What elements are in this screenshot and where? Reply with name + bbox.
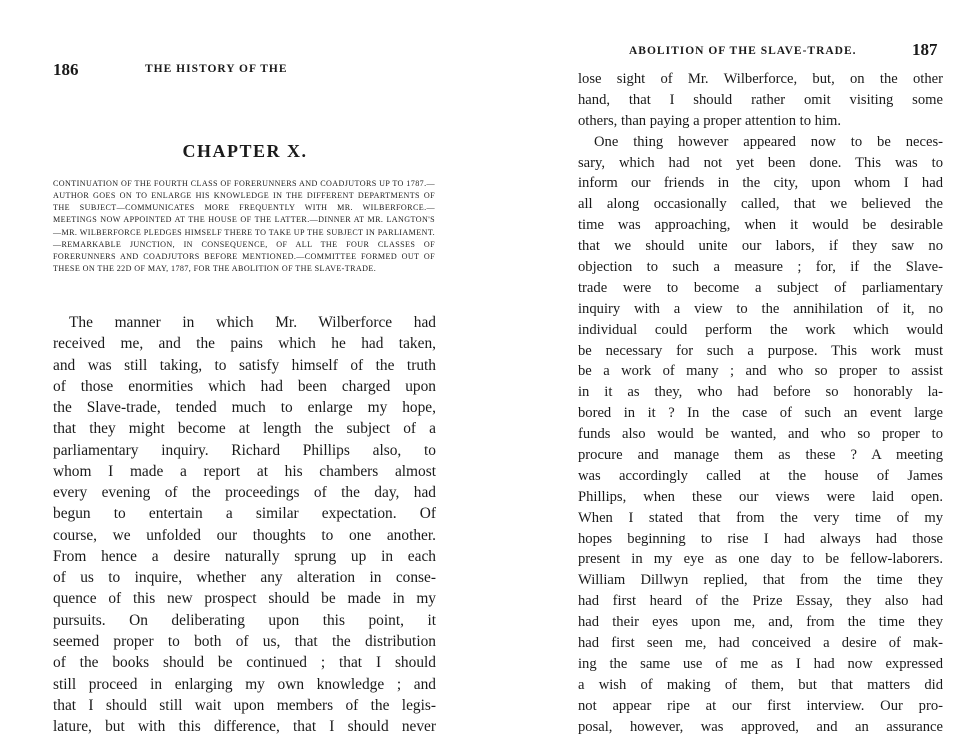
running-head-left: THE HISTORY OF THE (145, 63, 288, 75)
text-line: parliamentary inquiry. Richard Phillips also, to (53, 441, 436, 459)
chapter-title: CHAPTER X. (182, 141, 308, 161)
text-line: The manner in which Mr. Wilberforce had (69, 314, 436, 331)
text-line: still proceed in enlarging my own knowledge ; and (53, 675, 436, 693)
text-line: not appear ripe at our first interview. Our pro- (578, 697, 943, 714)
text-line: Phillips, when these our views were laid open. (578, 488, 943, 505)
text-line: all along occasionally called, that we believed the (578, 196, 943, 213)
text-line: had their eyes upon me, and, from the time they (578, 614, 943, 631)
left-body-text (53, 312, 436, 737)
text-line: hand, that I should rather omit visiting some (578, 91, 943, 108)
running-head-right: ABOLITION OF THE SLAVE-TRADE. (629, 45, 857, 57)
text-line: time was approaching, when it would be desirable (578, 217, 943, 234)
text-line: hopes beginning to rise I had always had those (578, 530, 943, 547)
text-line: in it as they, who had before so honorably la- (578, 384, 943, 401)
text-line: ing the same use of me as I had now expressed (578, 655, 943, 672)
text-line: pursuits. On deliberating upon this point, it (53, 611, 436, 629)
left-page (0, 0, 490, 736)
text-line: lose sight of Mr. Wilberforce, but, on the other (578, 71, 943, 87)
text-line: lature, but with this difference, that I should never (53, 718, 436, 736)
text-line: inquiry with a view to the annihilation of it, no (578, 300, 943, 317)
text-line: course, we unfolded our thoughts to one another. (53, 526, 436, 544)
text-line: When I stated that from the very time of my (578, 509, 943, 526)
text-line: quence of this new prospect should be made in my (53, 590, 436, 608)
text-line: present in my eye as one day to be fellow-laborers. (578, 551, 943, 568)
text-line: of the books should be continued ; that I should (53, 654, 436, 672)
text-line: sary, which had not yet been done. This was to (578, 154, 943, 171)
text-line: be a work of many ; and who so proper to assist (578, 363, 943, 380)
text-line: that I should still wait upon members of the legis- (53, 696, 436, 714)
text-line: had first heard of the Prize Essay, they also had (578, 593, 943, 610)
text-line: seemed proper to both of us, that the distribution (53, 632, 436, 650)
right-body-text (578, 69, 943, 738)
text-line: begun to entertain a similar expectation. Of (53, 505, 436, 523)
text-line: objection to such a measure ; for, if the Slave- (578, 259, 943, 276)
page-number-left: 186 (53, 60, 79, 79)
text-line: the Slave-trade, tended much to enlarge my hope, (53, 399, 436, 417)
text-line: that they might become at length the subject of a (53, 420, 436, 438)
text-line: From hence a desire naturally sprung up in each (53, 547, 436, 565)
text-line: funds also would be wanted, and who so proper to (578, 426, 943, 443)
text-line: a wish of making of them, but that matters did (578, 676, 943, 693)
text-line: that we should unite our labors, if they saw no (578, 238, 943, 255)
text-line: William Dillwyn replied, that from the time they (578, 572, 943, 589)
text-line: be necessary for such a purpose. This work must (578, 342, 943, 359)
text-line: procure and manage them as these ? A meeting (578, 447, 943, 464)
chapter-summary: CONTINUATION OF THE FOURTH CLASS OF FORERUNNERS AND COADJUTORS UP TO 1787.—AUTHOR GOES ON TO ENLARGE HIS KNOWLEDGE IN THE DIFFERENT DEPARTMENTS OF THE SUBJECT—COMMUNICATES MORE FREQUENTLY WITH MR. WILBERFORCE.—MEETINGS NOW APPOINTED AT THE HOUSE OF THE LATTER.—DINNER AT MR. LANGTON'S —MR. WILBERFORCE PLEDGES HIMSELF THERE TO TAKE UP THE SUBJECT IN PARLIAMENT.—REMARKABLE JUNCTION, IN CONSEQUENCE, OF ALL THE FOUR CLASSES OF FORERUNNERS AND COADJUTORS BEFORE MENTIONED.—COMMITTEE FORMED OUT OF THESE ON THE 22D OF MAY, 1787, FOR THE ABOLITION OF THE SLAVE-TRADE. (53, 179, 435, 274)
text-line: posal, however, was approved, and an assurance (578, 718, 943, 735)
text-line: whom I made a report at his chambers almost (53, 462, 436, 480)
text-line: of those enormities which had been charged upon (53, 377, 436, 395)
page-number-right: 187 (912, 40, 938, 59)
text-line: received me, and the pains which he had taken, (53, 335, 436, 353)
text-line: and was still taking, to satisfy himself of the truth (53, 356, 436, 374)
text-line: trade were to become a subject of parliamentary (578, 279, 943, 296)
text-line: individual could perform the work which would (578, 321, 943, 338)
text-line: had first seen me, had conceived a desire of mak- (578, 635, 943, 652)
text-line: bored in it ? In the case of such an event large (578, 405, 943, 422)
text-line: of us to inquire, whether any alteration in conse- (53, 569, 436, 587)
text-line: One thing however appeared now to be neces- (594, 133, 943, 150)
text-line: was accordingly called at the house of James (578, 467, 943, 484)
text-line: others, than paying a proper attention to him. (578, 112, 842, 129)
text-line: inform our friends in the city, upon whom I had (578, 175, 943, 192)
text-line: every evening of the proceedings of the day, had (53, 484, 436, 502)
